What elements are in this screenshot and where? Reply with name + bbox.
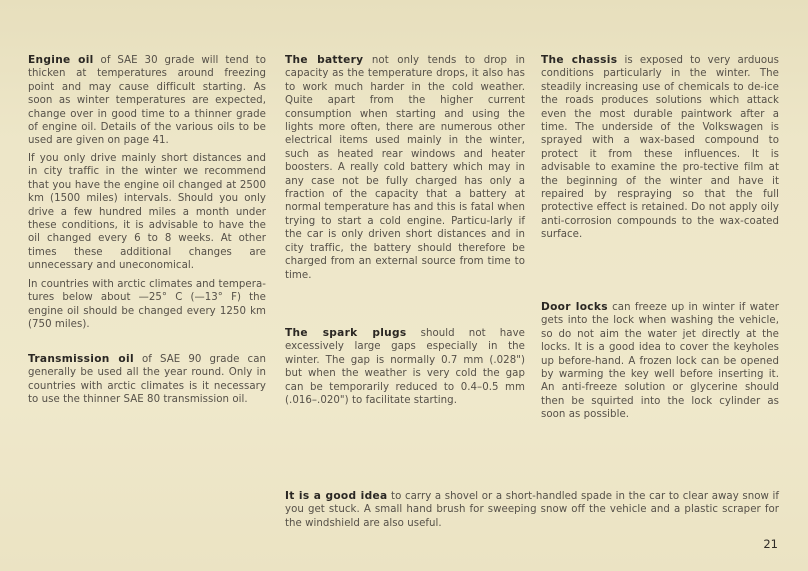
arctic-text: In countries with arctic climates and tempera-tures below about —25° C (—13° F) the engine oil should be changed every 1250 km (750 miles).: [28, 279, 266, 331]
chassis-text: is exposed to very arduous conditions particularly in the winter. The steadily increasing use of chemicals to de-ice the roads produces solutions which attack even the most durable paintwork after a time. The underside of the Volkswagen is sprayed with a wax-based compound to protect it from these influences. It is advisable to examine the pro-tective film at the beginning of the winter and have it repaired by respraying so that the full protective effect is retained. Do not apply oily anti-corrosion compounds to the wax-coated surface.: [541, 55, 779, 241]
door-locks-paragraph: [541, 301, 779, 422]
battery-heading: The battery: [285, 54, 364, 66]
good-idea-text: to carry a shovel or a short-handled spade in the car to clear away snow if you get stuck. A small hand brush for sweeping snow off the vehicle and a plastic scraper for the windshield are also useful.: [285, 491, 780, 529]
good-idea-paragraph: [285, 490, 779, 530]
door-locks-heading: Door locks: [541, 301, 608, 313]
battery-paragraph: [285, 54, 525, 282]
chassis-paragraph: [541, 54, 779, 242]
transmission-oil-paragraph: [28, 353, 266, 407]
spark-plugs-heading: The spark plugs: [285, 327, 407, 339]
transmission-oil-heading: Transmission oil: [28, 353, 134, 365]
engine-oil-heading: Engine oil: [28, 54, 94, 66]
spark-plugs-text: should not have excessively large gaps especially in the winter. The gap is normally 0.7 mm (.028") but when the weather is very cold the gap can be temporarily reduced to 0.4–0.5 mm (.016–.020") to facilitate starting.: [285, 328, 525, 407]
engine-oil-paragraph: [28, 54, 266, 148]
engine-oil-text: of SAE 30 grade will tend to thicken at temperatures around freezing point and may cause difficult starting. As soon as winter temperatures are expected, change over in good time to a thinner grade of engine oil. Details of the various oils to be used are given on page 41.: [28, 55, 266, 147]
page-number: 21: [763, 537, 778, 551]
short-distances-paragraph: [28, 152, 266, 273]
chassis-heading: The chassis: [541, 54, 618, 66]
transmission-oil-text: of SAE 90 grade can generally be used all the year round. Only in countries with arctic climates is it necessary to use the thinner SAE 80 transmission oil.: [28, 354, 266, 406]
good-idea-heading: It is a good idea: [285, 490, 388, 502]
battery-text: not only tends to drop in capacity as the temperature drops, it also has to work much harder in the cold weather. Quite apart from the higher current consumption when starting and using the lights more often, there are numerous other electrical items used mainly in the winter, such as heated rear windows and heater boosters. A really cold battery which may in any case not be fully charged has only a fraction of the capacity that a battery at normal temperature has and this is fatal when trying to start a cold engine. Particu-larly if the car is only driven short distances and in city traffic, the battery should therefore be charged from an external source from time to time.: [285, 55, 525, 281]
arctic-paragraph: [28, 278, 266, 332]
spark-plugs-paragraph: [285, 327, 525, 407]
door-locks-text: can freeze up in winter if water gets into the lock when washing the vehicle, so do not aim the water jet directly at the locks. It is a good idea to cover the keyholes up before-hand. A frozen lock can be opened by warming the key well before inserting it. An anti-freeze solution or glycerine should then be squirted into the lock cylinder as soon as possible.: [541, 302, 779, 421]
short-distances-text: If you only drive mainly short distances and in city traffic in the winter we recommend that you have the engine oil changed at 2500 km (1500 miles) intervals. Should you only drive a few hundred miles a month under these conditions, it is advisable to have the oil changed every 6 to 8 weeks. At other times these additional changes are unnecessary and uneconomical.: [28, 153, 266, 272]
